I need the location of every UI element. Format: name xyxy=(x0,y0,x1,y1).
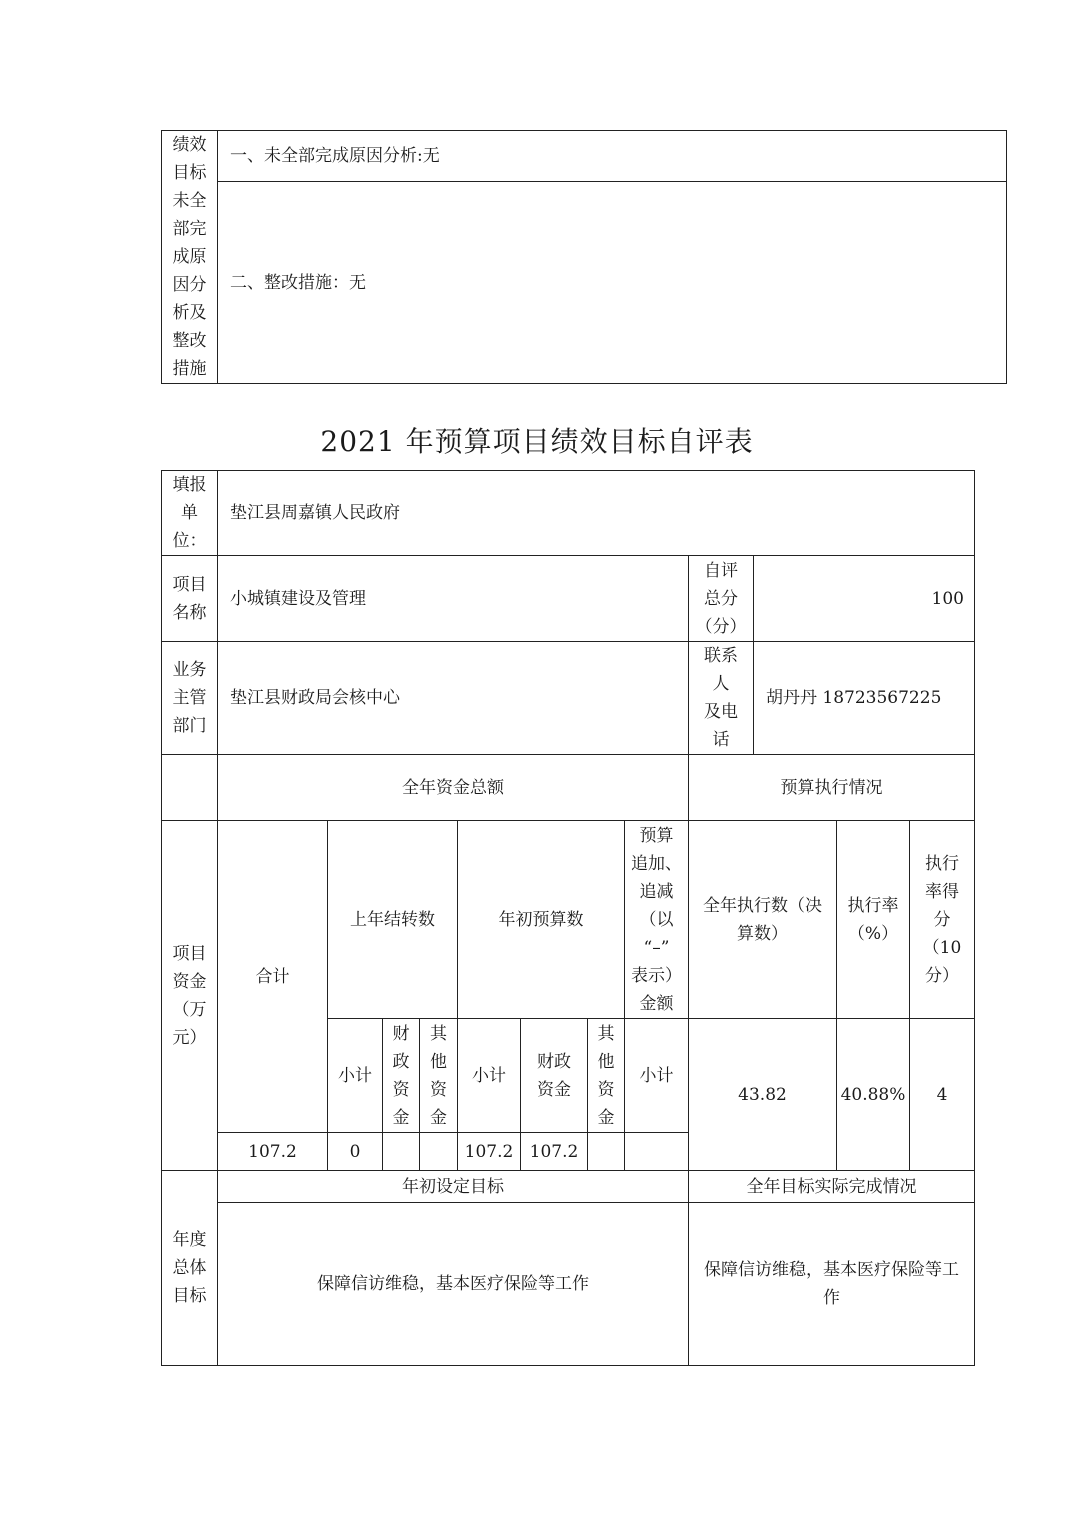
reporting-unit-label: 填报 单 位： xyxy=(172,475,207,551)
reporting-unit-value: 垫江县周嘉镇人民政府 xyxy=(230,503,400,523)
project-name-label: 项目 名称 xyxy=(172,574,207,623)
adjustment-header: 预算 追加、 追减 （以 “–” 表示） 金额 xyxy=(631,825,682,1014)
initial-budget-header: 年初预算数 xyxy=(498,909,584,930)
initial-fiscal-value: 107.2 xyxy=(529,1141,579,1162)
department-label: 业务 主管 部门 xyxy=(172,660,207,736)
budget-execution-header: 预算执行情况 xyxy=(780,777,883,798)
initial-subtotal-header: 小计 xyxy=(472,1065,506,1086)
initial-other-value xyxy=(588,1133,624,1170)
actual-goals-header: 全年目标实际完成情况 xyxy=(746,1176,917,1197)
project-name-value: 小城镇建设及管理 xyxy=(230,588,366,609)
reason-analysis-text: 一、未全部完成原因分析:无 xyxy=(230,146,440,166)
carry-subtotal-value: 0 xyxy=(349,1141,361,1162)
adjust-subtotal-header: 小计 xyxy=(639,1065,674,1086)
carry-other-header: 其 他 资 金 xyxy=(430,1023,447,1128)
carryover-header: 上年结转数 xyxy=(350,909,435,930)
adjust-subtotal-value xyxy=(625,1133,688,1170)
execution-rate-value: 40.88% xyxy=(840,1084,906,1105)
total-score-value: 100 xyxy=(931,588,964,609)
initial-subtotal-value: 107.2 xyxy=(464,1141,514,1162)
set-goals-header: 年初设定目标 xyxy=(402,1176,504,1197)
initial-other-header: 其 他 资 金 xyxy=(597,1023,615,1128)
contact-value: 胡丹丹 18723567225 xyxy=(766,688,942,708)
carry-other-value xyxy=(420,1133,457,1170)
shortfall-label: 绩效 目标 未全 部完 成原 因分 析及 整改 措施 xyxy=(172,135,207,379)
set-goals-value: 保障信访维稳，基本医疗保险等工作 xyxy=(317,1274,589,1294)
project-funds-label: 项目 资金 （万 元） xyxy=(172,943,207,1048)
sum-value: 107.2 xyxy=(248,1141,297,1162)
execution-score-value: 4 xyxy=(936,1084,948,1105)
total-funds-header: 全年资金总额 xyxy=(402,777,504,798)
carry-subtotal-header: 小计 xyxy=(338,1065,372,1086)
department-value: 垫江县财政局会核中心 xyxy=(230,688,400,708)
contact-label: 联系 人 及电 话 xyxy=(704,646,738,750)
carry-fiscal-value xyxy=(383,1133,419,1170)
sum-header: 合计 xyxy=(255,966,290,987)
initial-fiscal-header: 财政 资金 xyxy=(537,1051,571,1100)
form-title: 2021 年预算项目绩效目标自评表 xyxy=(320,425,754,458)
annual-goals-label: 年度 总体 目标 xyxy=(172,1230,207,1306)
execution-rate-header: 执行率 （%） xyxy=(847,895,899,944)
actual-goals-value: 保障信访维稳，基本医疗保险等工 作 xyxy=(704,1260,959,1308)
execution-score-header: 执行 率得 分 （10 分） xyxy=(922,853,962,986)
rectification-measures-text: 二、整改措施：无 xyxy=(230,272,366,293)
total-score-label: 自评 总分 （分） xyxy=(695,560,747,637)
execution-count-value: 43.82 xyxy=(738,1084,787,1105)
carry-fiscal-header: 财 政 资 金 xyxy=(392,1023,410,1128)
execution-count-header: 全年执行数（决 算数） xyxy=(703,895,822,944)
